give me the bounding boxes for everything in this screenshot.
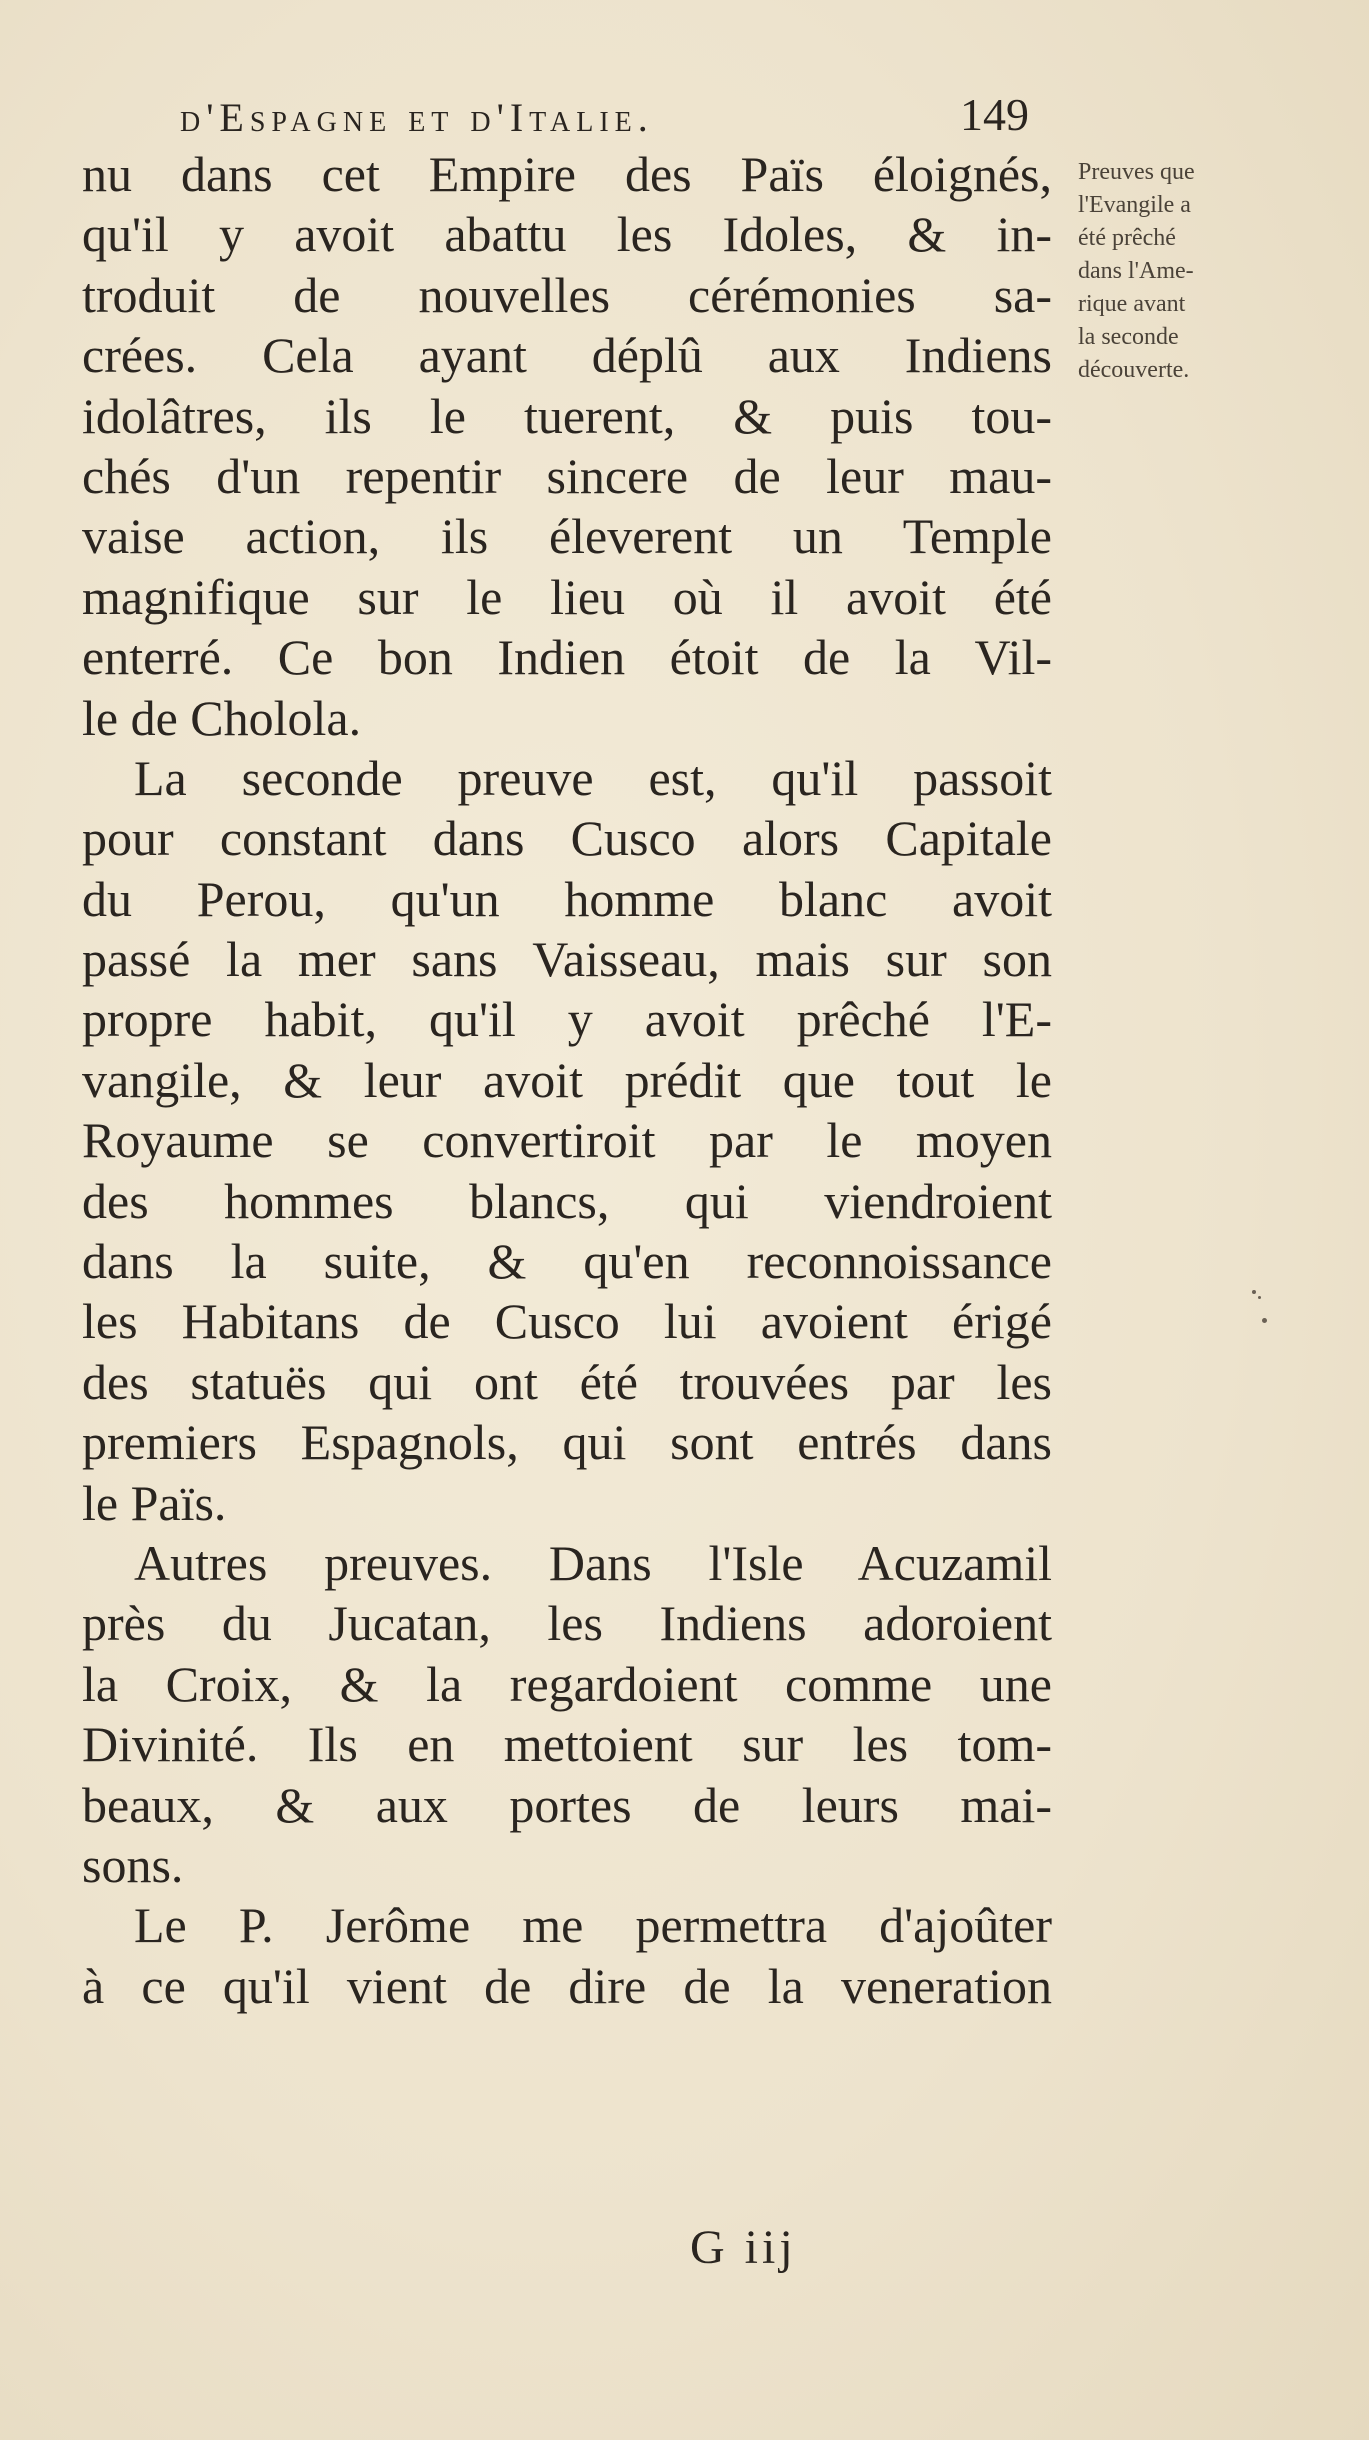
text-line: premiers Espagnols, qui sont entrés dans (82, 1414, 1052, 1471)
text-line: des hommes blancs, qui viendroient (82, 1172, 1052, 1229)
text-line: chés d'un repentir sincere de leur mau- (82, 447, 1052, 504)
marginal-note-line: découverte. (1078, 357, 1190, 383)
text-line: propre habit, qu'il y avoit prêché l'E- (82, 991, 1052, 1048)
text-line: des statuës qui ont été trouvées par les (82, 1353, 1052, 1410)
marginal-note-line: rique avant (1078, 291, 1186, 317)
marginal-note-line: été prêché (1078, 225, 1176, 251)
text-line: le de Cholola. (82, 689, 362, 746)
text-line: dans la suite, & qu'en reconnoissance (82, 1233, 1052, 1290)
text-line: sons. (82, 1836, 184, 1893)
text-line: crées. Cela ayant déplû aux Indiens (82, 327, 1052, 384)
text-line: enterré. Ce bon Indien étoit de la Vil- (82, 629, 1052, 686)
main-text (82, 144, 1052, 2016)
text-line: vaise action, ils éleverent un Temple (82, 508, 1052, 565)
text-line: pour constant dans Cusco alors Capitale (82, 810, 1052, 867)
text-line: nu dans cet Empire des Païs éloignés, (82, 146, 1052, 202)
text-line: le Païs. (82, 1474, 227, 1531)
text-line: Le P. Jerôme me permettra d'ajoûter (134, 1897, 1052, 1954)
text-line: vangile, & leur avoit prédit que tout le (82, 1051, 1052, 1108)
text-line: beaux, & aux portes de leurs mai- (82, 1776, 1052, 1833)
text-line: Divinité. Ils en mettoient sur les tom- (82, 1716, 1052, 1773)
page-header (130, 88, 1080, 148)
text-line: idolâtres, ils le tuerent, & puis tou- (82, 387, 1052, 444)
speck (1252, 1290, 1256, 1294)
text-line: près du Jucatan, les Indiens adoroient (82, 1595, 1052, 1652)
speck (1258, 1296, 1261, 1299)
running-title: d'Espagne et d'Italie. (180, 95, 654, 140)
marginal-note (1078, 156, 1318, 387)
text-line: La seconde preuve est, qu'il passoit (134, 749, 1052, 806)
paper-specks (1230, 1290, 1270, 1330)
text-line: du Perou, qu'un homme blanc avoit (82, 870, 1052, 927)
text-line: à ce qu'il vient de dire de la veneration (82, 1957, 1052, 2014)
text-line: qu'il y avoit abattu les Idoles, & in- (82, 206, 1052, 263)
marginal-note-line: l'Evangile a (1078, 192, 1191, 218)
text-line: la Croix, & la regardoient comme une (82, 1655, 1052, 1712)
text-line: Royaume se convertiroit par le moyen (82, 1112, 1052, 1169)
text-line: les Habitans de Cusco lui avoient érigé (82, 1293, 1052, 1350)
text-line: Autres preuves. Dans l'Isle Acuzamil (134, 1534, 1052, 1591)
text-line: troduit de nouvelles cérémonies sa- (82, 266, 1052, 323)
signature-mark: G iij (690, 2221, 797, 2274)
marginal-note-line: la seconde (1078, 324, 1179, 350)
text-line: magnifique sur le lieu où il avoit été (82, 568, 1052, 625)
page-number: 149 (960, 89, 1029, 140)
marginal-note-line: Preuves que (1078, 159, 1195, 185)
speck (1262, 1318, 1267, 1323)
text-line: passé la mer sans Vaisseau, mais sur son (82, 931, 1052, 988)
marginal-note-line: dans l'Ame- (1078, 258, 1194, 284)
